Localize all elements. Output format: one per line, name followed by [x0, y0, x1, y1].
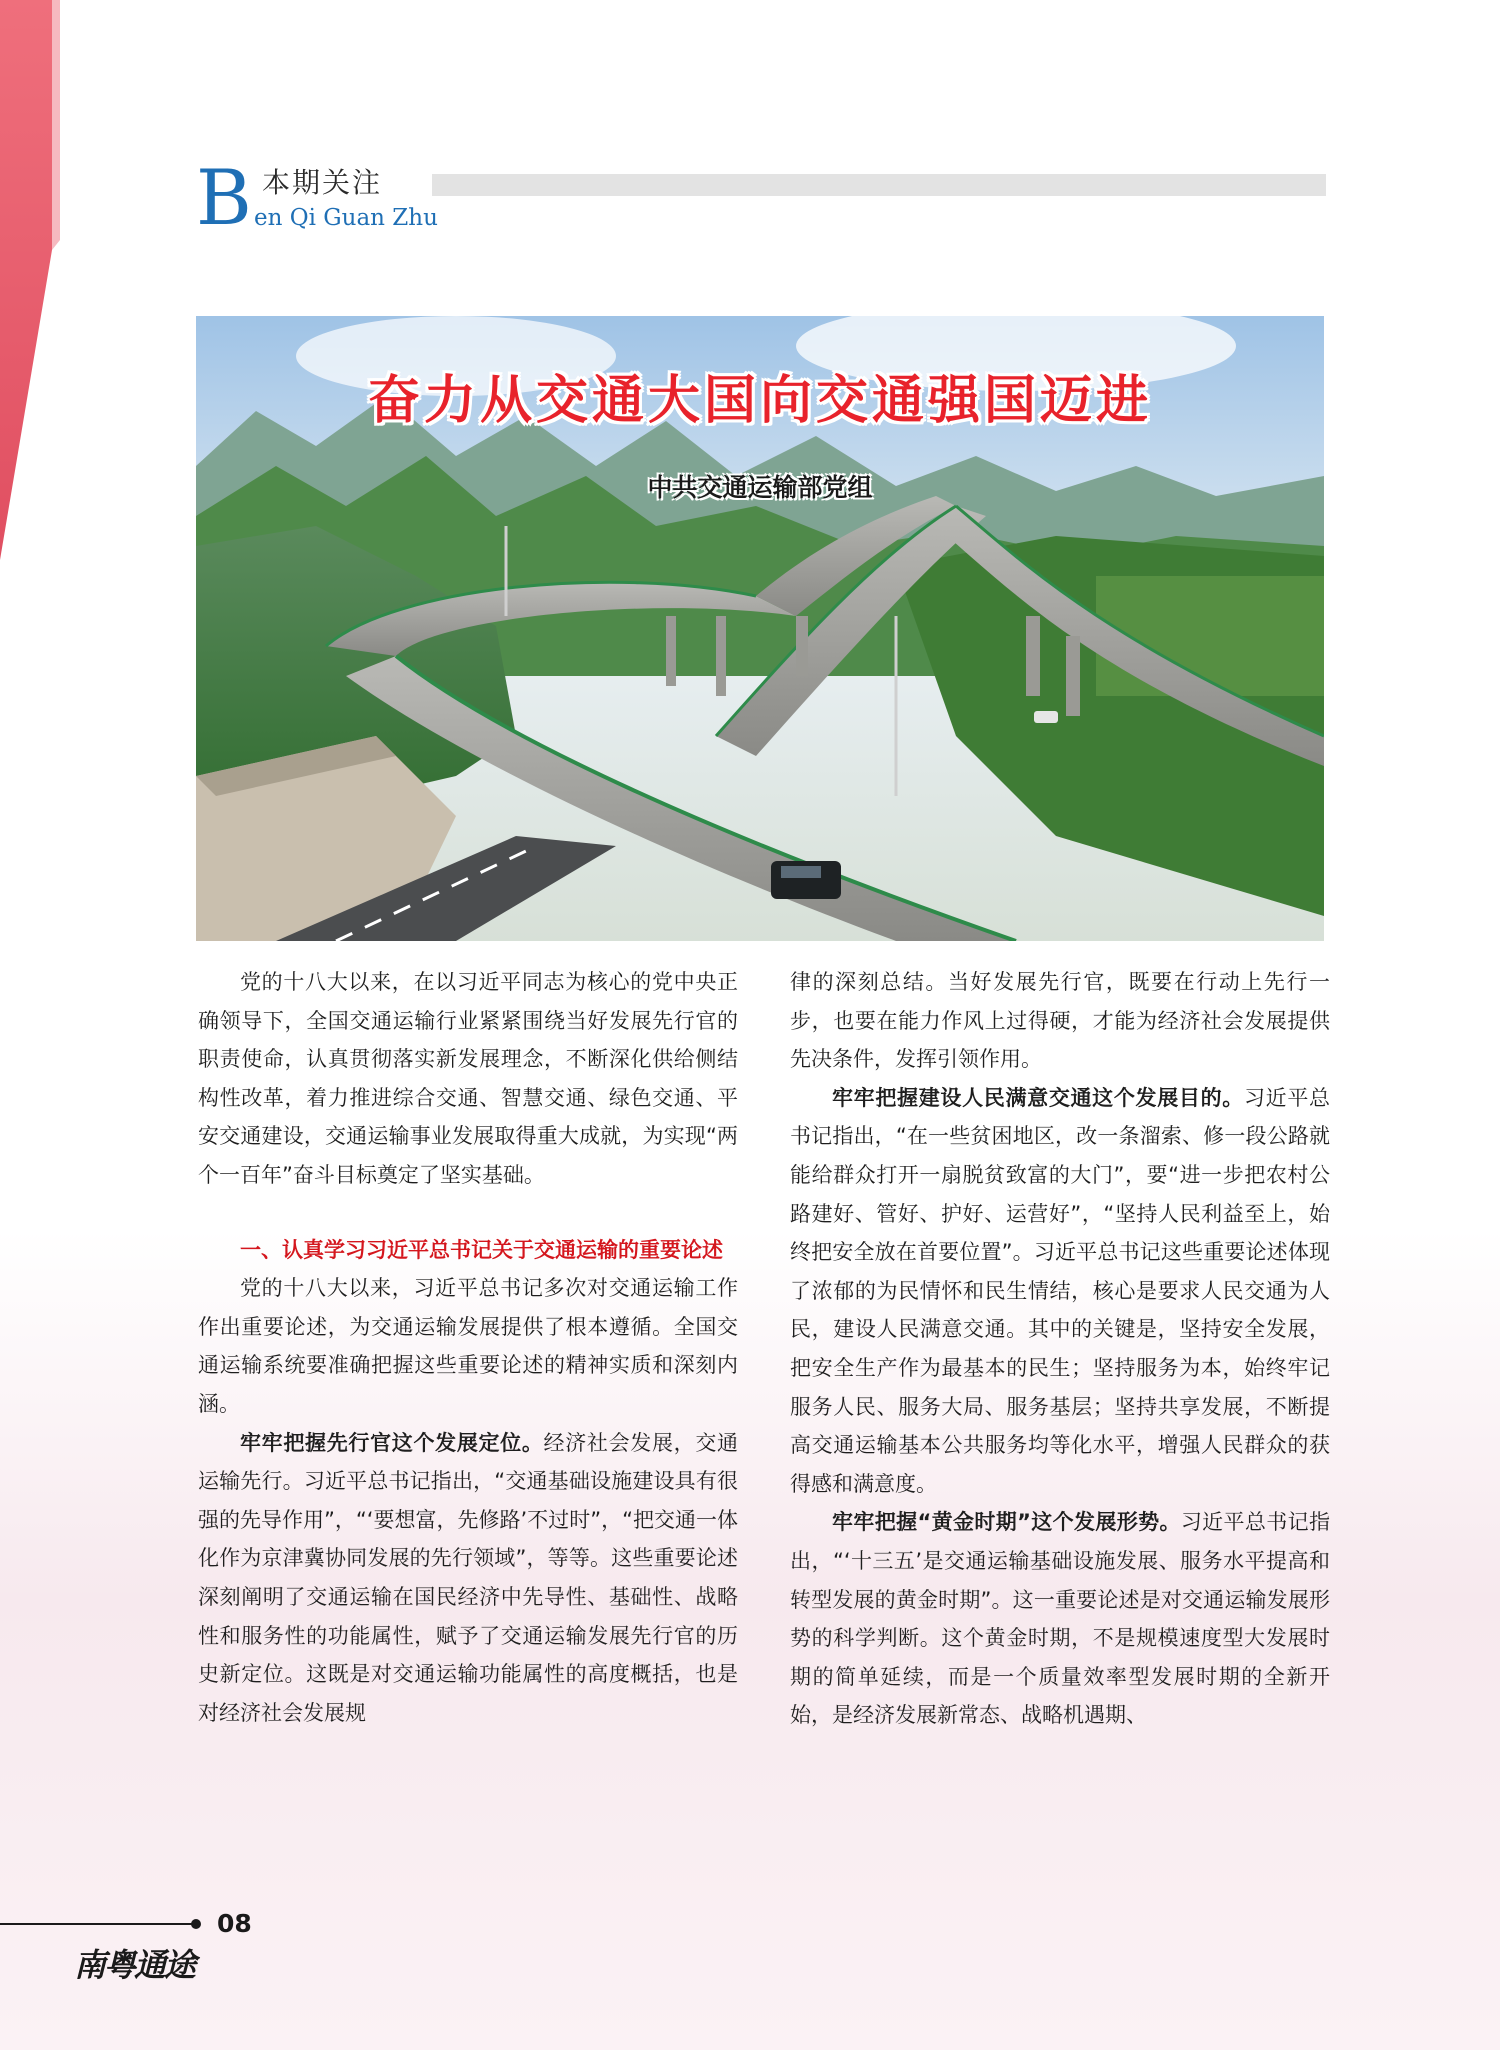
paragraph: 党的十八大以来，习近平总书记多次对交通运输工作作出重要论述，为交通运输发展提供了根本遵循。全国交通运输系统要准确把握这些重要论述的精神实质和深刻内涵。 — [198, 1276, 738, 1416]
header-title: 本期关注 — [262, 166, 383, 199]
header-letter: B — [196, 153, 252, 242]
hero-image — [196, 316, 1324, 941]
paragraph: 律的深刻总结。当好发展先行官，既要在行动上先行一步，也要在能力作风上过得硬，才能为经济社会发展提供先决条件，发挥引领作用。 — [790, 970, 1330, 1072]
text-column-right — [790, 963, 1330, 1735]
header-subtitle: en Qi Guan Zhu — [254, 205, 438, 231]
paragraph-text: 习近平总书记指出，“‘十三五’是交通运输基础设施发展、服务水平提高和转型发展的黄金时期”。这一重要论述是对交通运输发展形势的科学判断。这个黄金时期，不是规模速度型大发展时期的简单延续，而是一个质量效率型发展时期的全新开始，是经济发展新常态、战略机遇期、 — [790, 1510, 1331, 1728]
paragraph — [198, 1424, 738, 1733]
paragraph — [790, 1079, 1330, 1504]
section-heading: 一、认真学习习近平总书记关于交通运输的重要论述 — [240, 1237, 723, 1262]
paragraph — [790, 1503, 1330, 1735]
paragraph-text: 习近平总书记指出，“在一些贫困地区，改一条溜索、修一段公路就能给群众打开一扇脱贫致富的大门”，要“进一步把农村公路建好、管好、护好、运营好”，“坚持人民利益至上，始终把安全放在首要位置”。习近平总书记这些重要论述体现了浓郁的为民情怀和民生情结，核心是要求人民交通为人民，建设人民满意交通。其中的关键是，坚持安全发展，把安全生产作为最基本的民生；坚持服务为本，始终牢记服务人民、服务大局、服务基层；坚持共享发展，不断提高交通运输基本公共服务均等化水平，增强人民群众的获得感和满意度。 — [790, 1085, 1330, 1496]
section-header — [196, 153, 1326, 242]
corner-decoration — [0, 0, 60, 560]
article-author: 中共交通运输部党组 — [647, 473, 873, 502]
magazine-logo: 南粤通途 — [74, 1946, 195, 1984]
paragraph-lead: 牢牢把握“黄金时期”这个发展形势。 — [832, 1510, 1181, 1535]
paragraph: 党的十八大以来，在以习近平同志为核心的党中央正确领导下，全国交通运输行业紧紧围绕当好发展先行官的职责使命，认真贯彻落实新发展理念，不断深化供给侧结构性改革，着力推进综合交通、智慧交通、绿色交通、平安交通建设，交通运输事业发展取得重大成就，为实现“两个一百年”奋斗目标奠定了坚实基础。 — [198, 970, 738, 1187]
text-column-left — [198, 963, 738, 1732]
article-title: 奋力从交通大国向交通强国迈进 — [367, 370, 1152, 431]
header-rule — [432, 174, 1326, 196]
footer-rule — [0, 1923, 196, 1925]
paragraph-text: 经济社会发展，交通运输先行。习近平总书记指出，“交通基础设施建设具有很强的先导作用”，“‘要想富，先修路’不过时”，“把交通一体化作为京津冀协同发展的先行领域”，等等。这些重要论述深刻阐明了交通运输在国民经济中先导性、基础性、战略性和服务性的功能属性，赋予了交通运输发展先行官的历史新定位。这既是对交通运输功能属性的高度概括，也是对经济社会发展规 — [198, 1430, 739, 1725]
paragraph-lead: 牢牢把握建设人民满意交通这个发展目的。 — [832, 1085, 1244, 1110]
page-number: 08 — [217, 1909, 252, 1938]
footer-dot — [191, 1919, 201, 1929]
paragraph-lead: 牢牢把握先行官这个发展定位。 — [240, 1430, 544, 1455]
